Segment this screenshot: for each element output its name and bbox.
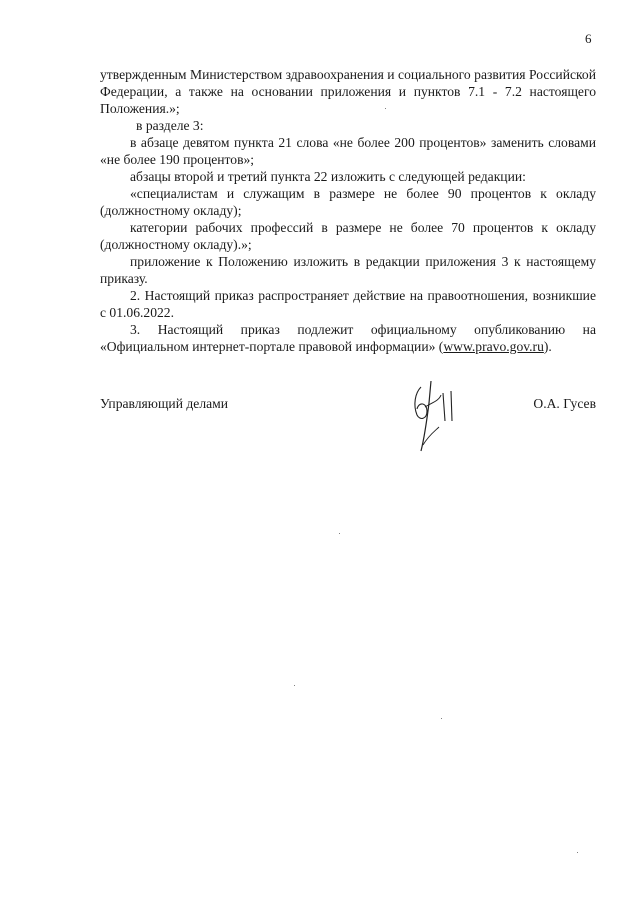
- scan-speck: [577, 852, 578, 853]
- handwritten-signature: [405, 375, 465, 455]
- pravo-link[interactable]: www.pravo.gov.ru: [443, 339, 544, 354]
- paragraph-appendix: приложение к Положению изложить в редакции приложения 3 к настоящему приказу.: [100, 254, 596, 286]
- scan-speck: [294, 685, 295, 686]
- paragraph-item-3: [100, 321, 596, 355]
- paragraph-point-21: в абзаце девятом пункта 21 слова «не более 200 процентов» заменить словами «не более 190 процентов»;: [100, 135, 596, 167]
- signatory-name: О.А. Гусев: [533, 396, 596, 411]
- signature-row: [100, 396, 596, 416]
- paragraph-item-3-text: 3. Настоящий приказ подлежит официальному опубликованию на «Официальном интернет-портале правовой информации» (: [100, 322, 596, 354]
- signatory-position: Управляющий делами: [100, 396, 229, 411]
- scan-speck: [339, 533, 340, 534]
- page-number: 6: [585, 31, 592, 46]
- paragraph-item-2: 2. Настоящий приказ распространяет действие на правоотношения, возникшие с 01.06.2022.: [100, 288, 596, 320]
- document-body: [100, 66, 596, 355]
- paragraph-section-3: в разделе 3:: [136, 118, 204, 133]
- scan-speck: [441, 718, 442, 719]
- paragraph-specialists: «специалистам и служащим в размере не более 90 процентов к окладу (должностному окладу);: [100, 186, 596, 218]
- paragraph-point-22: абзацы второй и третий пункта 22 изложить с следующей редакции:: [130, 169, 526, 184]
- paragraph-item-3-tail: ).: [543, 339, 552, 354]
- paragraph-workers: категории рабочих профессий в размере не более 70 процентов к окладу (должностному окладу).»;: [100, 220, 596, 252]
- paragraph-continuation: утвержденным Министерством здравоохранения и социального развития Российской Федерации, а также на основании приложения и пунктов 7.1 - 7.2 настоящего Положения.»;: [100, 67, 596, 116]
